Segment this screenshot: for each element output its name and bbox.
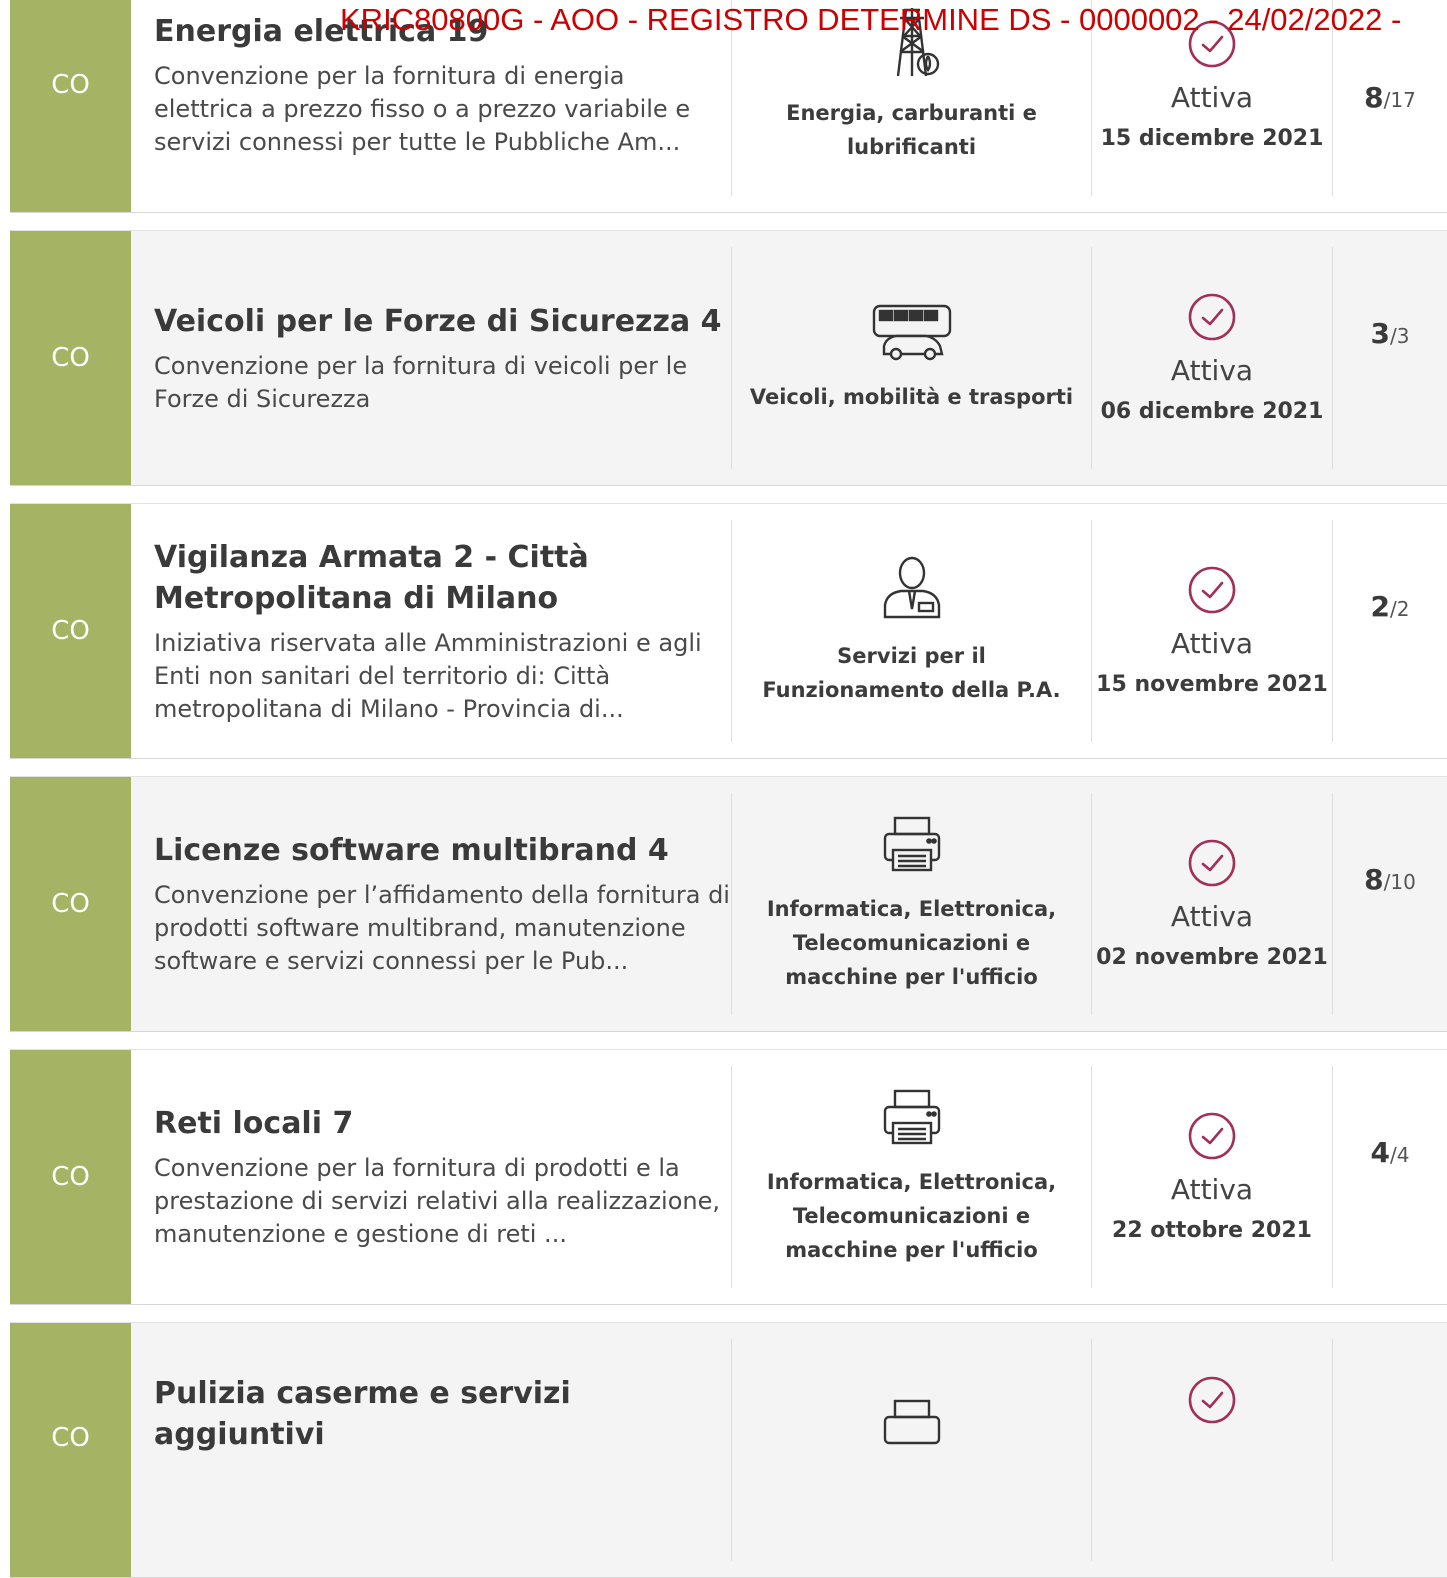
category-cell [731,1339,1091,1561]
type-badge: CO [10,1323,131,1577]
check-circle-icon [1187,1111,1237,1161]
vehicles-icon [870,302,954,362]
count-cell [1332,1339,1447,1561]
card-title[interactable]: Energia elettrica 19 [154,14,489,49]
initiative-card[interactable] [10,503,1447,759]
type-badge: CO [10,504,131,758]
category-cell [731,1066,1091,1288]
status-date: 02 novembre 2021 [1096,945,1328,970]
person-icon [881,555,943,621]
card-info [131,231,731,485]
count-total: /2 [1390,597,1410,621]
count-cell [1332,1066,1447,1288]
card-description: Convenzione per la fornitura di veicoli per le Forze di Sicurezza [154,351,688,413]
status-label: Attiva [1170,627,1254,660]
type-badge: CO [10,0,131,212]
status-cell [1091,1066,1332,1288]
type-badge: CO [10,1050,131,1304]
card-title[interactable]: Pulizia caserme e servizi aggiuntivi [154,1376,571,1452]
status-date: 15 novembre 2021 [1096,672,1328,697]
initiative-card[interactable] [10,1049,1447,1305]
count-value: 8 [1364,863,1384,896]
status-date: 06 dicembre 2021 [1100,399,1324,424]
check-circle-icon [1187,292,1237,342]
check-circle-icon [1187,565,1237,615]
count-cell [1332,520,1447,742]
status-cell [1091,1339,1332,1561]
card-description: Iniziativa riservata alle Amministrazioni e agli Enti non sanitari del territorio di: Città metropolitana di Milano - Provincia di... [154,628,702,723]
check-circle-icon [1187,838,1237,888]
count-cell [1332,793,1447,1015]
category-cell [731,793,1091,1015]
card-info [131,1050,731,1304]
count-total: /4 [1390,1143,1410,1167]
card-info [131,1323,731,1577]
status-label: Attiva [1170,81,1254,114]
card-title[interactable]: Vigilanza Armata 2 - Città Metropolitana di Milano [154,539,589,616]
status-cell [1091,520,1332,742]
card-description: Convenzione per la fornitura di prodotti e la prestazione di servizi relativi alla realizzazione, manutenzione e gestione di reti ... [154,1154,720,1248]
status-cell [1091,247,1332,469]
category-cell [731,247,1091,469]
status-date: 22 ottobre 2021 [1112,1218,1312,1243]
type-badge: CO [10,777,131,1031]
count-total: /10 [1383,870,1416,894]
printer-icon [881,1087,943,1147]
card-description: Convenzione per la fornitura di energia elettrica a prezzo fisso o a prezzo variabile e servizi connessi per tutte le Pubbliche Am... [154,62,691,156]
status-label: Attiva [1170,900,1254,933]
status-date: 15 dicembre 2021 [1100,126,1324,151]
status-label: Attiva [1170,354,1254,387]
count-cell [1332,247,1447,469]
count-value: 3 [1370,317,1390,350]
card-description: Convenzione per l’affidamento della fornitura di prodotti software multibrand, manutenzione software e servizi connessi per le Pub... [154,881,730,975]
card-info [131,504,731,758]
category-label: Energia, carburanti e lubrificanti [786,101,1037,159]
category-label: Veicoli, mobilità e trasporti [749,385,1074,409]
type-badge: CO [10,231,131,485]
category-cell [731,520,1091,742]
check-circle-icon [1187,1375,1237,1425]
category-label: Informatica, Elettronica, Telecomunicazioni e macchine per l'ufficio [766,897,1057,989]
card-title[interactable]: Licenze software multibrand 4 [154,833,669,868]
card-title[interactable]: Reti locali 7 [154,1106,354,1141]
category-label: Informatica, Elettronica, Telecomunicazioni e macchine per l'ufficio [766,1170,1057,1262]
card-info [131,777,731,1031]
status-label: Attiva [1170,1173,1254,1206]
card-title[interactable]: Veicoli per le Forze di Sicurezza 4 [154,303,722,339]
initiative-card[interactable] [10,230,1447,486]
registry-stamp: KRIC80800G - AOO - REGISTRO DETERMINE DS - 0000002 - 24/02/2022 - [340,2,1402,37]
count-total: /17 [1383,88,1416,112]
category-label: Servizi per il Funzionamento della P.A. [762,644,1061,702]
status-cell [1091,793,1332,1015]
initiative-card[interactable] [10,1322,1447,1578]
count-total: /3 [1390,324,1410,348]
initiative-card[interactable] [10,776,1447,1032]
count-value: 4 [1370,1136,1390,1169]
count-value: 2 [1370,590,1390,623]
printer-icon [881,814,943,874]
printer-icon [881,1397,943,1457]
count-value: 8 [1364,81,1384,114]
